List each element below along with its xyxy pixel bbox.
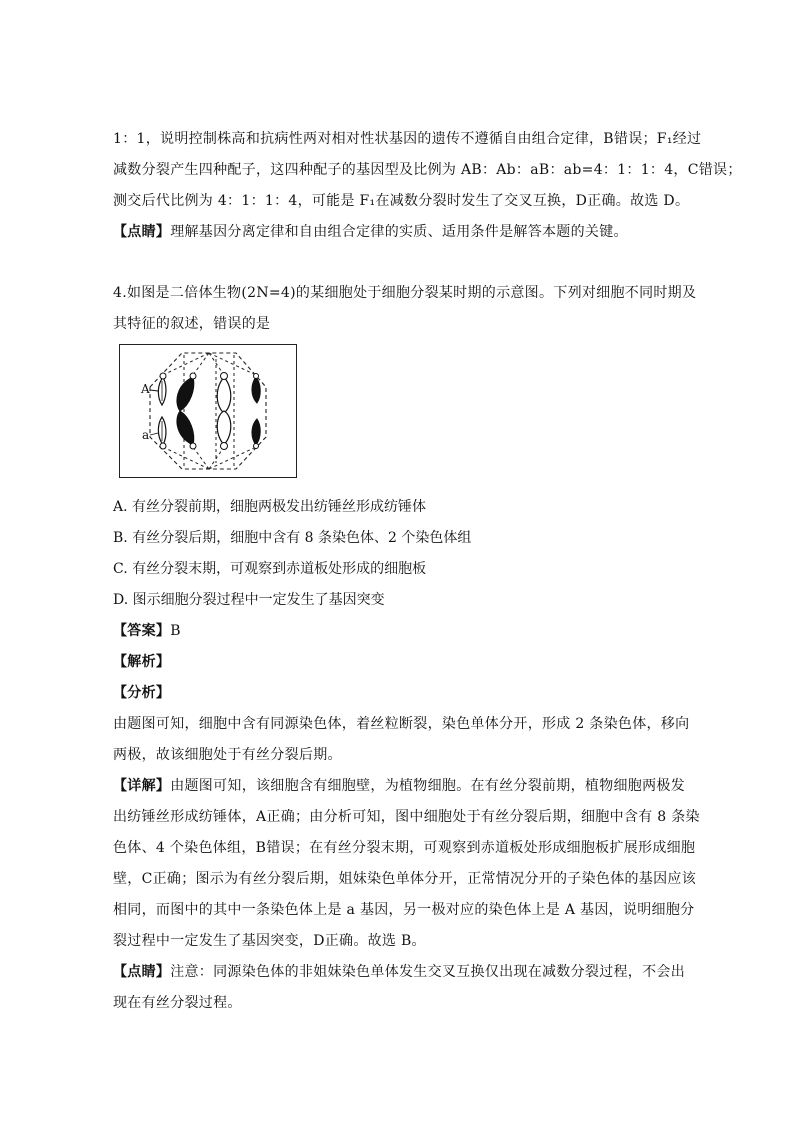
answer-line	[113, 620, 681, 642]
cell-division-figure	[119, 344, 297, 478]
prev-note	[113, 221, 681, 243]
note-line-1	[113, 961, 686, 983]
prev-note-text: 理解基因分离定律和自由组合定律的实质、适用条件是解答本题的关键。	[170, 224, 628, 240]
option-b: B. 有丝分裂后期，细胞中含有 8 条染色体、2 个染色体组	[113, 530, 472, 546]
note-tag: 【点睛】	[113, 964, 171, 980]
prev-answer-line-3: 测交后代比例为 4：1：1：4，可能是 F₁在减数分裂时发生了交叉互换，D正确。故选 D。	[113, 193, 690, 209]
note-line-2: 现在有丝分裂过程。	[113, 995, 242, 1011]
gene-label-A: A	[141, 382, 150, 396]
detail-line-5: 相同，而图中的其中一条染色体上是 a 基因，另一极对应的染色体上是 A 基因，说明细胞分	[113, 902, 695, 918]
analysis-tag: 【解析】	[113, 654, 171, 670]
detail-line-1	[113, 775, 686, 797]
detail-tag: 【详解】	[113, 778, 171, 794]
fenxi-line-1: 由题图可知，细胞中含有同源染色体，着丝粒断裂，染色单体分开，形成 2 条染色体，移向	[113, 716, 690, 732]
cell-diagram-svg	[120, 345, 296, 477]
lower-chromosomes	[158, 411, 260, 450]
spindle-outline	[150, 353, 266, 469]
detail-text-1: 由题图可知，该细胞含有细胞壁，为植物细胞。在有丝分裂前期，植物细胞两极发	[170, 778, 686, 794]
gene-label-a: a	[142, 428, 150, 442]
question-stem-line-2: 其特征的叙述，错误的是	[113, 316, 271, 332]
answer-tag: 【答案】	[113, 623, 171, 639]
upper-chromosomes	[158, 373, 260, 414]
fenxi-line-2: 两极，故该细胞处于有丝分裂后期。	[113, 747, 342, 763]
document-page	[113, 128, 742, 1023]
option-c: C. 有丝分裂末期，可观察到赤道板处形成的细胞板	[113, 561, 427, 577]
detail-line-2: 出纺锤丝形成纺锤体，A正确；由分析可知，图中细胞处于有丝分裂后期，细胞中含有 8 条染	[113, 809, 700, 825]
prev-note-tag: 【点睛】	[113, 224, 171, 240]
prev-answer-line-2: 减数分裂产生四种配子，这四种配子的基因型及比例为 AB：Ab：aB：ab=4：1：1：4，C错误；	[113, 162, 742, 178]
question-stem-line-1: 4.如图是二倍体生物(2N=4)的某细胞处于细胞分裂某时期的示意图。下列对细胞不同时期及	[113, 285, 697, 301]
fenxi-tag: 【分析】	[113, 685, 171, 701]
detail-line-4: 壁，C正确；图示为有丝分裂后期，姐妹染色单体分开，正常情况分开的子染色体的基因应该	[113, 871, 697, 887]
detail-line-3: 色体、4 个染色体组，B错误；在有丝分裂末期，可观察到赤道板处形成细胞板扩展形成细胞	[113, 840, 696, 856]
option-a: A. 有丝分裂前期，细胞两极发出纺锤丝形成纺锤体	[113, 499, 427, 515]
spindle-fibers	[163, 353, 256, 469]
prev-answer-line-1: 1：1，说明控制株高和抗病性两对相对性状基因的遗传不遵循自由组合定律，B错误；F₁经过	[113, 131, 702, 147]
answer-value: B	[170, 623, 181, 639]
detail-line-6: 裂过程中一定发生了基因突变，D正确。故选 B。	[113, 933, 426, 949]
option-d: D. 图示细胞分裂过程中一定发生了基因突变	[113, 592, 385, 608]
note-text-1: 注意：同源染色体的非姐妹染色单体发生交叉互换仅出现在减数分裂过程，不会出	[170, 964, 686, 980]
